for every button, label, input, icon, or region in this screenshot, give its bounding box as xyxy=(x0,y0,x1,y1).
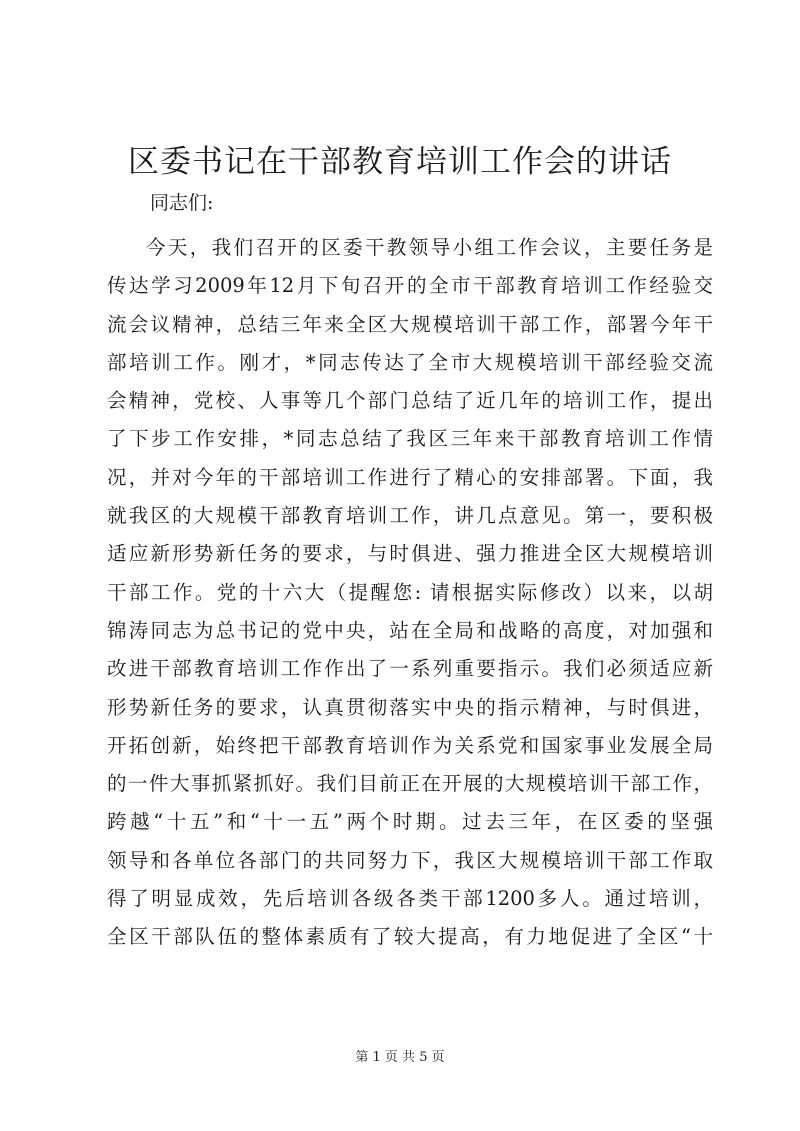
body-paragraph xyxy=(107,229,713,957)
body-line: 干部工作。党的十六大（提醒您: 请根据实际修改）以来，以胡 xyxy=(107,580,713,604)
body-line: 形势新任务的要求，认真贯彻落实中央的指示精神，与时俱进， xyxy=(107,695,713,719)
body-line: 就我区的大规模干部教育培训工作，讲几点意见。第一，要积极 xyxy=(107,504,713,528)
body-line: 况，并对今年的干部培训工作进行了精心的安排部署。下面，我 xyxy=(107,465,713,489)
body-line: 跨越“十五”和“十一五”两个时期。过去三年，在区委的坚强 xyxy=(107,810,713,834)
body-line: 今天，我们召开的区委干教领导小组工作会议，主要任务是 xyxy=(146,236,713,259)
body-line: 得了明显成效，先后培训各级各类干部1200多人。通过培训， xyxy=(107,887,713,911)
body-line: 适应新形势新任务的要求，与时俱进、强力推进全区大规模培训 xyxy=(107,542,713,566)
body-line: 领导和各单位各部门的共同努力下，我区大规模培训干部工作取 xyxy=(107,848,713,872)
body-line: 全区干部队伍的整体素质有了较大提高，有力地促进了全区“十 xyxy=(107,925,713,949)
body-line: 部培训工作。刚才，*同志传达了全市大规模培训干部经验交流 xyxy=(107,350,713,374)
body-line: 改进干部教育培训工作作出了一系列重要指示。我们必须适应新 xyxy=(107,657,713,681)
body-line: 流会议精神，总结三年来全区大规模培训干部工作，部署今年干 xyxy=(107,312,713,336)
body-line: 传达学习2009年12月下旬召开的全市干部教育培训工作经验交 xyxy=(107,274,713,298)
body-line: 的一件大事抓紧抓好。我们目前正在开展的大规模培训干部工作， xyxy=(107,772,713,796)
document-title: 区委书记在干部教育培训工作会的讲话 xyxy=(128,144,672,180)
body-line: 了下步工作安排，*同志总结了我区三年来干部教育培训工作情 xyxy=(107,427,713,451)
page-footer: 第 1 页 共 5 页 xyxy=(355,1050,445,1065)
body-line: 会精神，党校、人事等几个部门总结了近几年的培训工作，提出 xyxy=(107,389,713,413)
salutation: 同志们: xyxy=(150,192,214,214)
body-line: 锦涛同志为总书记的党中央，站在全局和战略的高度，对加强和 xyxy=(107,618,713,642)
body-line: 开拓创新，始终把干部教育培训作为关系党和国家事业发展全局 xyxy=(107,733,713,757)
